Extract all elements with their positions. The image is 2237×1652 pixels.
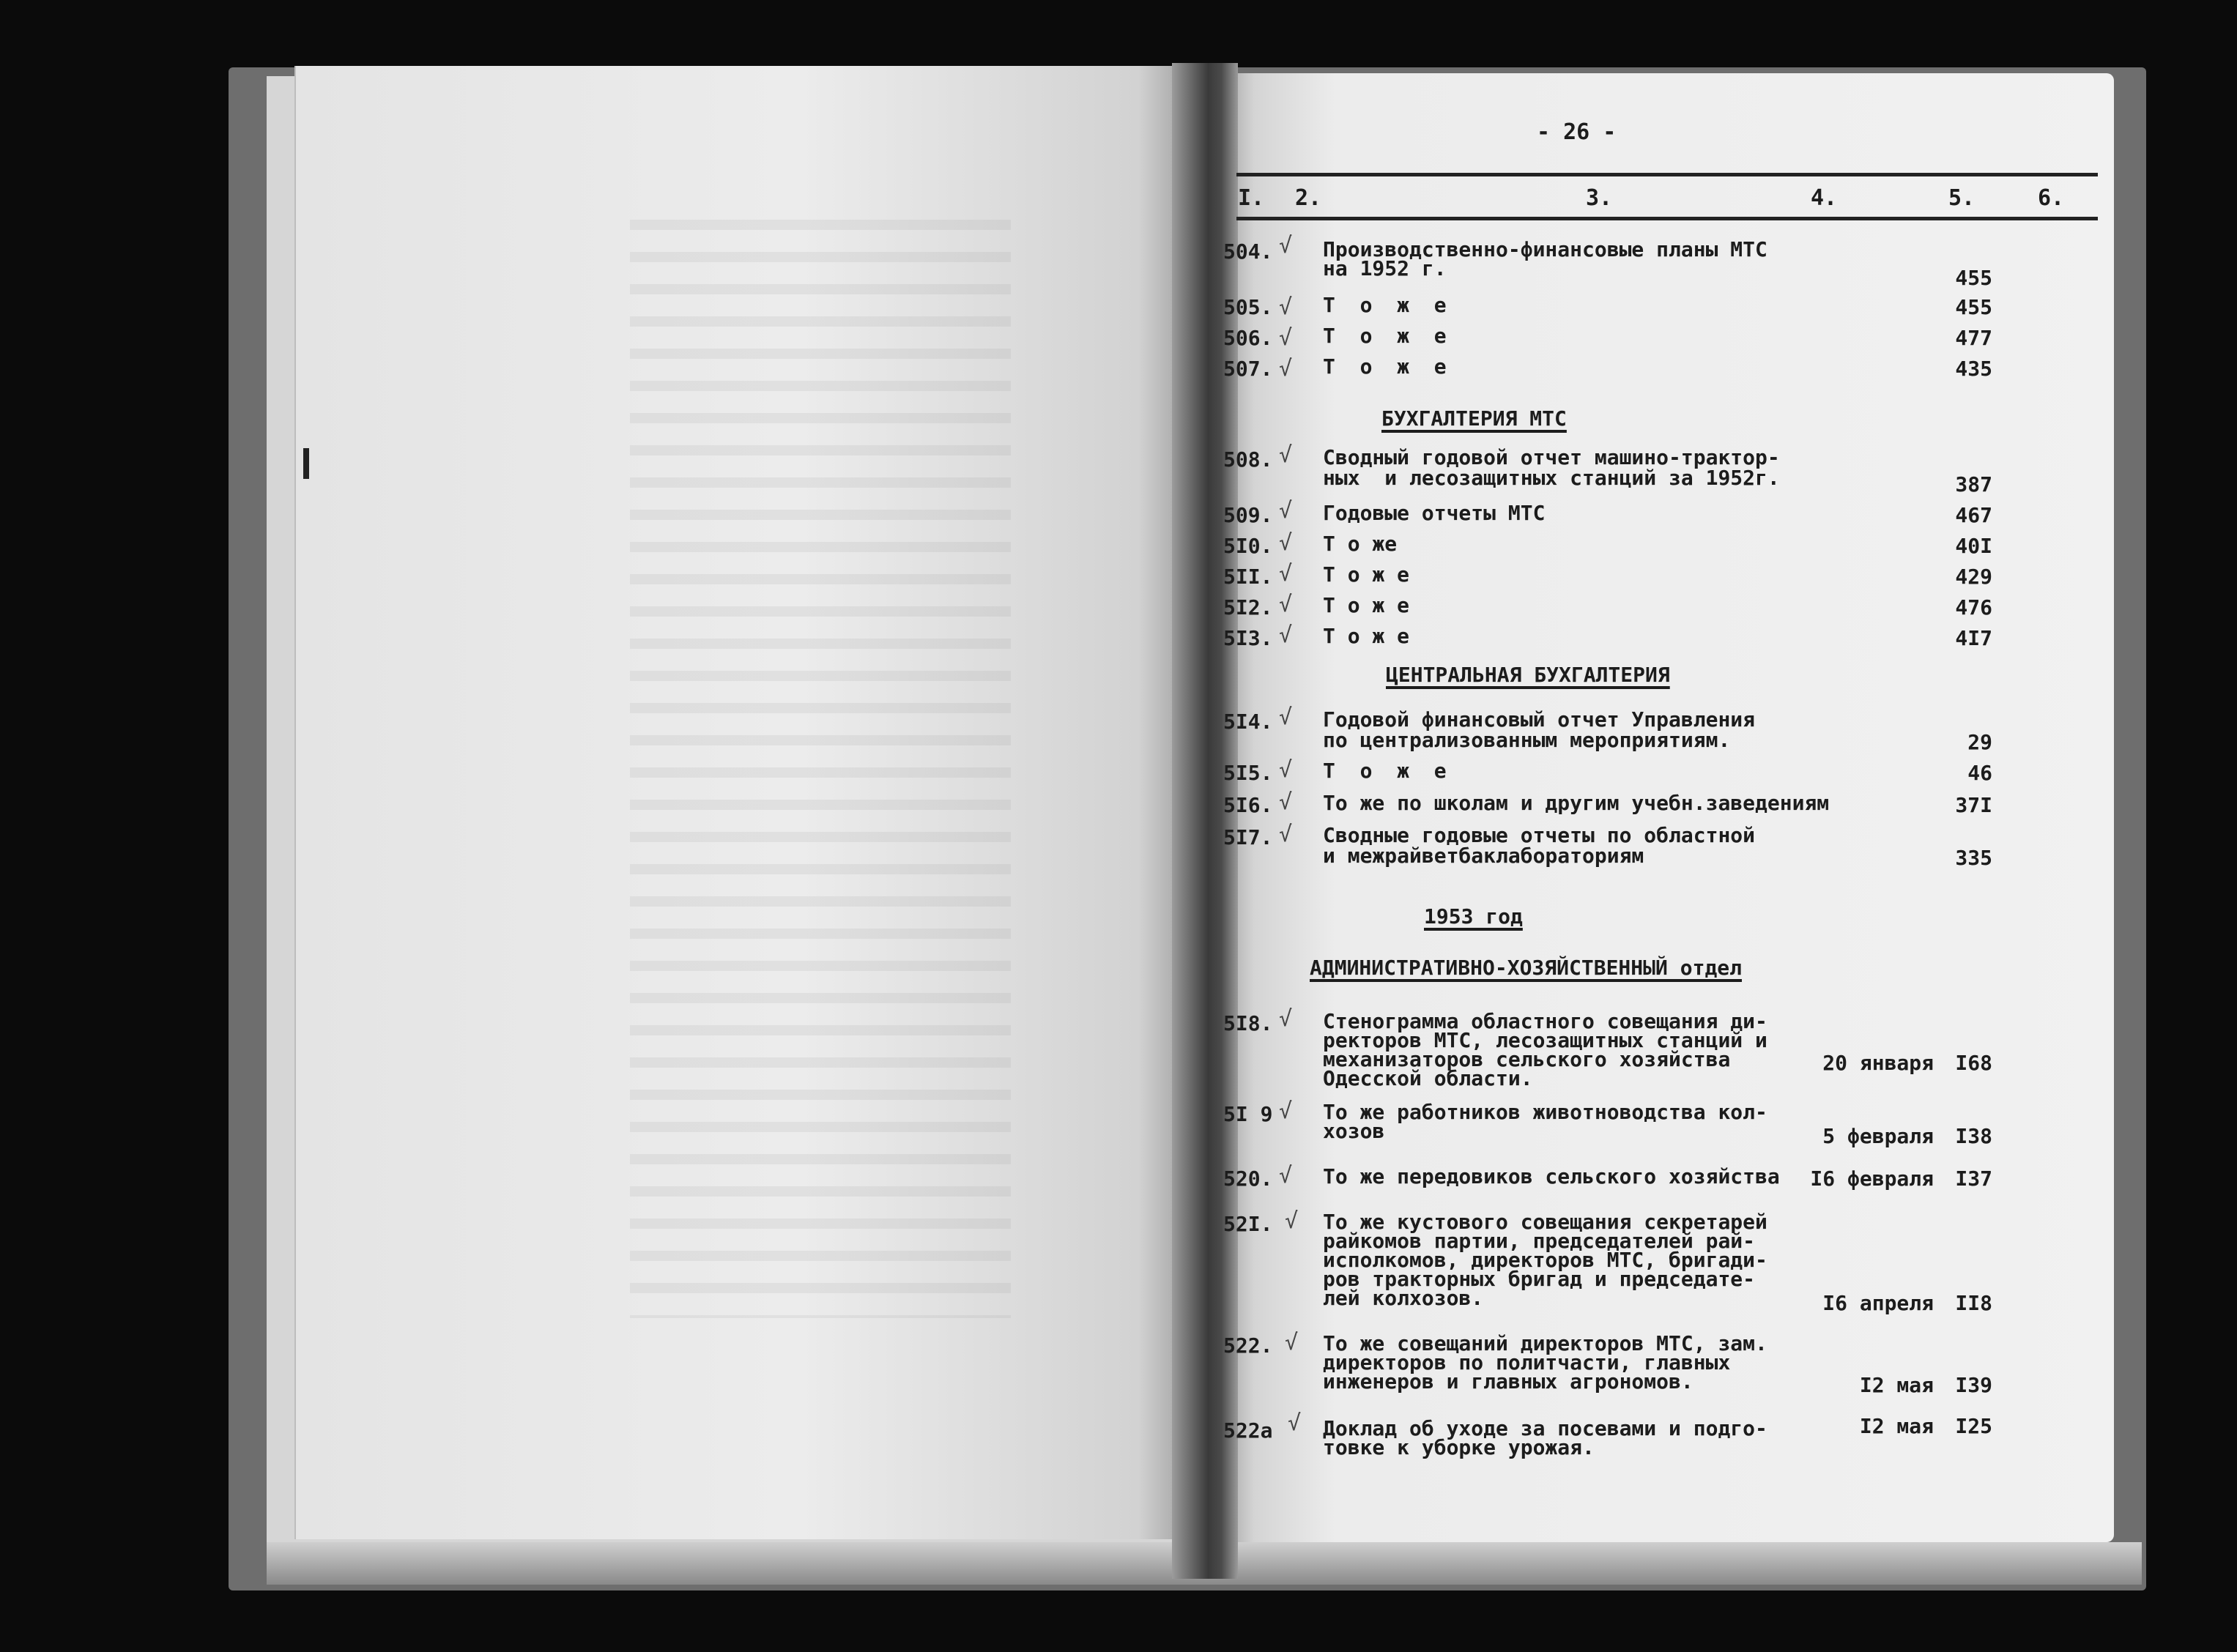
table-row-description: Т о ж е bbox=[1323, 562, 1410, 587]
table-row-quantity: 476 bbox=[1955, 595, 1992, 620]
table-row-description: То же по школам и другим учебн.заведениям bbox=[1323, 791, 1830, 815]
column-header-2: 2. bbox=[1295, 185, 1322, 211]
section-heading: БУХГАЛТЕРИЯ МТС bbox=[1381, 406, 1567, 431]
section-heading: АДМИНИСТРАТИВНО-ХОЗЯЙСТВЕННЫЙ отдел bbox=[1310, 956, 1743, 980]
table-row-number: 5I5. bbox=[1223, 761, 1273, 785]
table-row-date: I6 апреля bbox=[1822, 1291, 1934, 1315]
table-row-number: 5I6. bbox=[1223, 793, 1273, 817]
table-row-description: То же передовиков сельского хозяйства bbox=[1323, 1164, 1780, 1188]
table-row-description: ных и лесозащитных станций за 1952г. bbox=[1323, 466, 1780, 490]
checkmark-icon: √ bbox=[1279, 822, 1293, 847]
table-row-number: 5I4. bbox=[1223, 710, 1273, 734]
table-row-number: 522а bbox=[1223, 1418, 1273, 1443]
table-row-description: Годовой финансовый отчет Управления bbox=[1323, 707, 1756, 732]
table-row-quantity: II8 bbox=[1955, 1291, 1992, 1315]
table-row-quantity: 435 bbox=[1955, 357, 1992, 381]
table-row-quantity: 455 bbox=[1955, 295, 1992, 319]
table-row-quantity: 46 bbox=[1967, 761, 1992, 785]
table-row-description: Т о ж е bbox=[1323, 624, 1410, 648]
section-heading: 1953 год bbox=[1424, 904, 1523, 929]
table-row-date: I2 мая bbox=[1859, 1373, 1934, 1397]
table-row-description: Производственно-финансовые планы МТС bbox=[1323, 237, 1767, 261]
table-row-quantity: I38 bbox=[1955, 1124, 1992, 1148]
column-header-5: 5. bbox=[1948, 185, 1976, 211]
table-row-number: 5I2. bbox=[1223, 595, 1273, 620]
table-row-quantity: 40I bbox=[1955, 534, 1992, 558]
table-row-description: Т о ж е bbox=[1323, 293, 1447, 317]
checkmark-icon: √ bbox=[1279, 592, 1293, 617]
table-row-description: ров тракторных бригад и председате- bbox=[1323, 1267, 1756, 1291]
checkmark-icon: √ bbox=[1279, 1006, 1293, 1032]
table-row-date: 20 января bbox=[1822, 1051, 1934, 1075]
table-row-quantity: 29 bbox=[1967, 730, 1992, 754]
table-row-quantity: I25 bbox=[1955, 1414, 1992, 1438]
table-row-description: исполкомов, директоров МТС, бригади- bbox=[1323, 1248, 1767, 1272]
checkmark-icon: √ bbox=[1279, 789, 1293, 815]
table-row-number: 5I7. bbox=[1223, 825, 1273, 849]
checkmark-icon: √ bbox=[1279, 294, 1293, 320]
table-row-description: по централизованным мероприятиям. bbox=[1323, 728, 1731, 752]
section-heading: ЦЕНТРАЛЬНАЯ БУХГАЛТЕРИЯ bbox=[1386, 663, 1670, 687]
table-row-quantity: I37 bbox=[1955, 1167, 1992, 1191]
table-row-description: Годовые отчеты МТС bbox=[1323, 501, 1546, 525]
table-header-rule bbox=[1236, 217, 2098, 220]
table-row-description: Доклад об уходе за посевами и подго- bbox=[1323, 1416, 1767, 1440]
table-row-quantity: I68 bbox=[1955, 1051, 1992, 1075]
table-row-number: 5I8. bbox=[1223, 1011, 1273, 1035]
bleed-through-text bbox=[630, 220, 1011, 1318]
table-row-number: 508. bbox=[1223, 447, 1273, 472]
checkmark-icon: √ bbox=[1279, 1098, 1293, 1124]
table-row-description: То же работников животноводства кол- bbox=[1323, 1100, 1767, 1124]
table-top-rule bbox=[1236, 173, 2098, 176]
checkmark-icon: √ bbox=[1279, 757, 1293, 783]
table-row-description: директоров по политчасти, главных bbox=[1323, 1350, 1731, 1374]
table-row-description: То же совещаний директоров МТС, зам. bbox=[1323, 1331, 1767, 1355]
table-row-date: I6 февраля bbox=[1810, 1167, 1934, 1191]
table-row-number: 522. bbox=[1223, 1333, 1273, 1358]
checkmark-icon: √ bbox=[1279, 1163, 1293, 1188]
table-row-quantity: 429 bbox=[1955, 565, 1992, 589]
table-row-description: Одесской области. bbox=[1323, 1066, 1533, 1090]
table-row-number: 505. bbox=[1223, 295, 1273, 319]
table-row-date: I2 мая bbox=[1859, 1414, 1934, 1438]
table-row-quantity: 477 bbox=[1955, 326, 1992, 350]
checkmark-icon: √ bbox=[1279, 233, 1293, 258]
table-row-number: 509. bbox=[1223, 503, 1273, 527]
checkmark-icon: √ bbox=[1279, 561, 1293, 587]
table-row-number: 506. bbox=[1223, 326, 1273, 350]
table-row-quantity: 37I bbox=[1955, 793, 1992, 817]
table-row-description: Т о ж е bbox=[1323, 759, 1447, 783]
table-row-description: Сводные годовые отчеты по областной bbox=[1323, 823, 1756, 847]
table-row-description: Стенограмма областного совещания ди- bbox=[1323, 1009, 1767, 1033]
table-row-quantity: 455 bbox=[1955, 266, 1992, 290]
table-row-number: 5I3. bbox=[1223, 626, 1273, 650]
table-row-description: Т о ж е bbox=[1323, 593, 1410, 617]
table-row-quantity: I39 bbox=[1955, 1373, 1992, 1397]
checkmark-icon: √ bbox=[1279, 704, 1293, 730]
column-header-4: 4. bbox=[1811, 185, 1838, 211]
table-row-description: ректоров МТС, лесозащитных станций и bbox=[1323, 1028, 1767, 1052]
table-row-description: хозов bbox=[1323, 1119, 1385, 1143]
table-row-description: райкомов партии, председателей рай- bbox=[1323, 1229, 1756, 1253]
table-row-description: механизаторов сельского хозяйства bbox=[1323, 1047, 1731, 1071]
table-row-number: 5I0. bbox=[1223, 534, 1273, 558]
table-row-quantity: 387 bbox=[1955, 472, 1992, 496]
table-row-description: и межрайветбаклабораториям bbox=[1323, 844, 1644, 868]
table-row-number: 507. bbox=[1223, 357, 1273, 381]
table-row-description: Т о же bbox=[1323, 532, 1398, 556]
table-row-quantity: 4I7 bbox=[1955, 626, 1992, 650]
table-row-description: на 1952 г. bbox=[1323, 256, 1447, 280]
table-row-number: 504. bbox=[1223, 239, 1273, 264]
checkmark-icon: √ bbox=[1279, 442, 1293, 468]
table-row-date: 5 февраля bbox=[1822, 1124, 1934, 1148]
checkmark-icon: √ bbox=[1285, 1208, 1299, 1234]
checkmark-icon: √ bbox=[1288, 1410, 1302, 1436]
table-row-description: Сводный годовой отчет машино-трактор- bbox=[1323, 445, 1780, 469]
checkmark-icon: √ bbox=[1279, 356, 1293, 382]
table-row-number: 5II. bbox=[1223, 565, 1273, 589]
table-row-description: Т о ж е bbox=[1323, 324, 1447, 348]
table-row-quantity: 335 bbox=[1955, 846, 1992, 870]
checkmark-icon: √ bbox=[1279, 530, 1293, 556]
table-row-number: 520. bbox=[1223, 1167, 1273, 1191]
table-row-description: лей колхозов. bbox=[1323, 1286, 1484, 1310]
checkmark-icon: √ bbox=[1279, 498, 1293, 524]
page-number: - 26 - bbox=[1537, 119, 1617, 145]
table-row-description: То же кустового совещания секретарей bbox=[1323, 1210, 1767, 1234]
table-row-description: Т о ж е bbox=[1323, 354, 1447, 379]
checkmark-icon: √ bbox=[1285, 1330, 1299, 1355]
table-row-number: 5I 9 bbox=[1223, 1102, 1273, 1126]
binding-mark bbox=[303, 448, 309, 479]
column-header-1: I. bbox=[1238, 185, 1265, 211]
column-header-6: 6. bbox=[2038, 185, 2065, 211]
column-header-3: 3. bbox=[1586, 185, 1613, 211]
table-row-quantity: 467 bbox=[1955, 503, 1992, 527]
checkmark-icon: √ bbox=[1279, 622, 1293, 648]
checkmark-icon: √ bbox=[1279, 325, 1293, 351]
table-row-number: 52I. bbox=[1223, 1212, 1273, 1236]
table-row-description: товке к уборке урожая. bbox=[1323, 1435, 1595, 1459]
table-row-description: инженеров и главных агрономов. bbox=[1323, 1369, 1693, 1394]
